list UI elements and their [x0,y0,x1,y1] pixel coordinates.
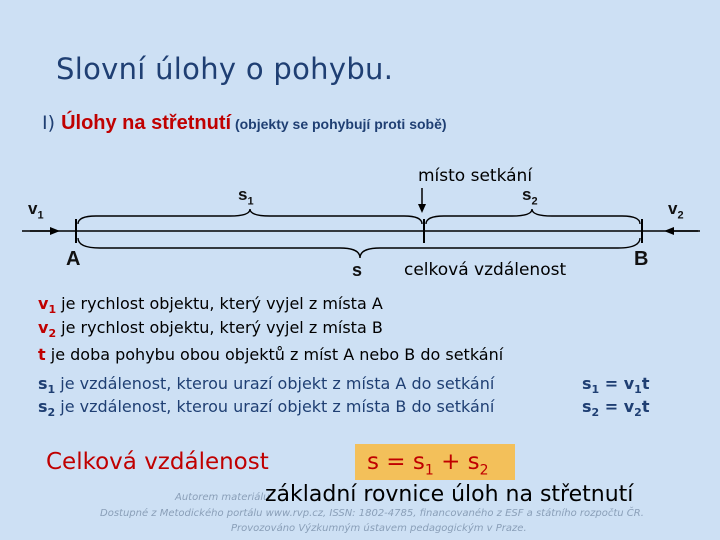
section-number: I) [42,112,62,134]
point-a-label: A [66,248,81,270]
meeting-point-label: místo setkání [418,166,533,186]
footer-source: Dostupné z Metodického portálu www.rvp.cz, ISSN: 1802-4785, financovaného z ESF a státního rozpočtu ČR. [100,508,644,519]
definition-v1: $v_1$ je rychlost objektu, který vyjel z místa A [38,294,383,317]
v1-label: $v_1$ [28,199,44,222]
total-distance-heading: Celková vzdálenost [46,449,269,475]
point-b-label: B [634,248,649,270]
section-note: (objekty se pohybují proti sobě) [231,116,447,132]
basic-equation-caption: základní rovnice úloh na střetnutí [265,482,634,507]
arrow-down-icon [418,204,426,213]
brace-s1 [78,209,422,224]
total-distance-label: celková vzdálenost [404,260,567,280]
total-distance-formula: $s = s_1 + s_2$ [367,449,489,479]
footer-operator: Provozováno Výzkumným ústavem pedagogickým v Praze. [231,523,527,534]
arrow-left-icon [664,227,674,235]
s1-label: $s_1$ [238,185,254,208]
v2-label: $v_2$ [668,199,684,222]
equation-s2: $s_2 = v_2t$ [582,397,650,420]
s-label: s [352,260,363,280]
arrow-right-icon [50,227,60,235]
page-title: Slovní úlohy o pohybu. [56,52,394,86]
definition-s1: $s_1$ je vzdálenost, kterou urazí objekt z místa A do setkání [38,374,495,397]
section-title: Úlohy na střetnutí [61,112,232,134]
definition-t: t je doba pohybu obou objektů z míst A nebo B do setkání [38,345,504,364]
definition-s2: $s_2$ je vzdálenost, kterou urazí objekt z místa B do setkání [38,397,495,420]
definition-v2: $v_2$ je rychlost objektu, který vyjel z místa B [38,318,383,341]
brace-s2 [426,209,640,224]
brace-s [78,238,640,258]
footer-author: Autorem materiálu [175,492,270,503]
equation-s1: $s_1 = v_1t$ [582,374,650,397]
s2-label: $s_2$ [522,185,538,208]
